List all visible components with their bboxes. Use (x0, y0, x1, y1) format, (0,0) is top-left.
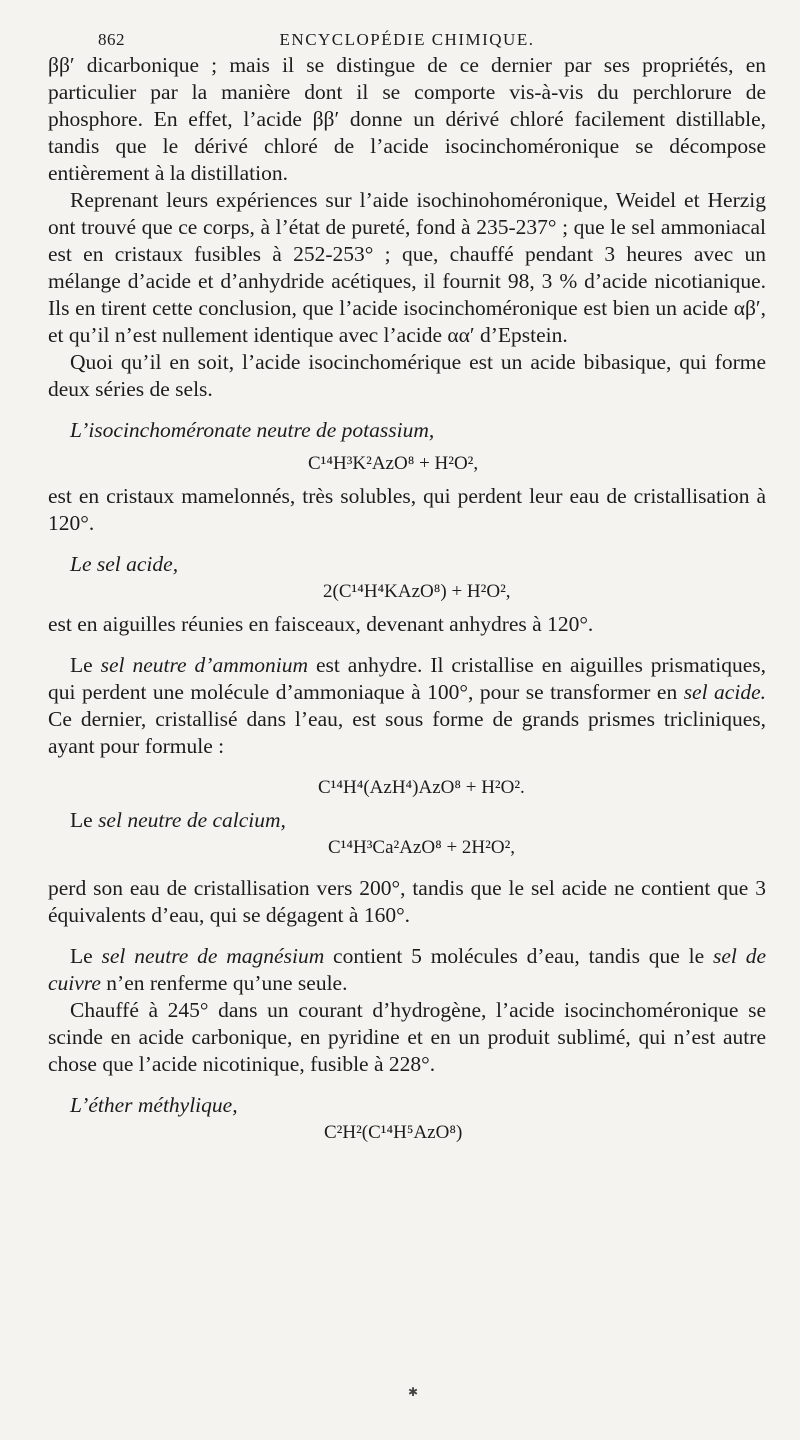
compound-name: L’éther méthylique, (70, 1093, 238, 1117)
page-header (48, 0, 766, 52)
text-run: Le (70, 944, 93, 968)
paragraph: Reprenant leurs expériences sur l’aide isochinohoméronique, Weidel et Herzig ont trouvé que ce corps, à l’état de pureté, fond à 235-237° ; que le sel ammoniacal est en cristaux fusibles à 252-253° ; que, chauffé pendant 3 heures avec un mélange d’acide et d’anhydride acétiques, il fournit 98, 3 % d’acide nicotianique. Ils en tirent cette conclusion, que l’acide isocinchoméronique est bien un acide αβ′, et qu’il n’est nullement identique avec l’acide αα′ d’Epstein. (48, 188, 766, 347)
chemical-formula: 2(C¹⁴H⁴KAzO⁸) + H²O², (323, 581, 511, 602)
paragraph: Chauffé à 245° dans un courant d’hydrogène, l’acide isocinchoméronique se scinde en acide carbonique, en pyridine et en un produit sublimé, qui n’est autre chose que l’acide nicotinique, fusible à 228°. (48, 998, 766, 1076)
chemical-formula: C¹⁴H⁴(AzH⁴)AzO⁸ + H²O². (318, 777, 525, 798)
chemical-formula: C¹⁴H³K²AzO⁸ + H²O², (308, 453, 479, 474)
compound-name: L’isocinchoméronate neutre de potassium, (70, 418, 435, 442)
paragraph: ββ′ dicarbonique ; mais il se distingue de ce dernier par ses propriétés, en particulier par la manière dont il se comporte vis-à-vis du perchlorure de phosphore. En effet, l’acide ββ′ donne un dérivé chloré facilement distillable, tandis que le dérivé chloré de l’acide isocinchoméronique se décompose entièrement à la distillation. (48, 53, 766, 185)
text-run: est anhydre. Il cristallise en aiguilles prismatiques, qui perdent une molécule d’ammoniaque à 100°, pour se transformer en (48, 653, 767, 704)
paragraph: est en aiguilles réunies en faisceaux, devenant anhydres à 120°. (48, 612, 594, 636)
paragraph (48, 652, 766, 760)
text-run: Le (70, 653, 93, 677)
compound-name: Le sel acide, (70, 552, 179, 576)
paragraph-intro (48, 1092, 766, 1119)
compound-name: sel neutre de magnésium (101, 944, 325, 968)
compound-name: sel neutre d’ammonium (100, 653, 308, 677)
text-run: Le (70, 808, 93, 832)
chemical-formula: C¹⁴H³Ca²AzO⁸ + 2H²O², (328, 837, 516, 858)
page-number: 862 (98, 30, 125, 49)
body-text (48, 52, 766, 1146)
text-run: n’en renferme qu’une seule. (106, 971, 348, 995)
paragraph-intro (48, 551, 766, 578)
compound-name: sel de cuivre (48, 944, 766, 995)
text-run: contient 5 molécules d’eau, tandis que le (333, 944, 705, 968)
paragraph (48, 943, 766, 997)
paragraph-intro (48, 417, 766, 444)
paragraph: est en cristaux mamelonnés, très solubles, qui perdent leur eau de cristallisation à 120°. (48, 484, 766, 535)
compound-name: sel acide. (683, 680, 766, 704)
text-run: Ce dernier, cristallisé dans l’eau, est sous forme de grands prismes tricliniques, ayant pour formule : (48, 707, 766, 758)
paragraph: perd son eau de cristallisation vers 200°, tandis que le sel acide ne contient que 3 équivalents d’eau, qui se dégagent à 160°. (48, 876, 766, 927)
paragraph: Quoi qu’il en soit, l’acide isocinchomérique est un acide bibasique, qui forme deux séries de sels. (48, 350, 766, 401)
chemical-formula: C²H²(C¹⁴H⁵AzO⁸) (324, 1122, 463, 1143)
compound-name: sel neutre de calcium, (98, 808, 286, 832)
paragraph-intro (48, 807, 766, 834)
running-title: ENCYCLOPÉDIE CHIMIQUE. (279, 30, 535, 49)
printer-mark: ✱ (408, 1385, 419, 1399)
